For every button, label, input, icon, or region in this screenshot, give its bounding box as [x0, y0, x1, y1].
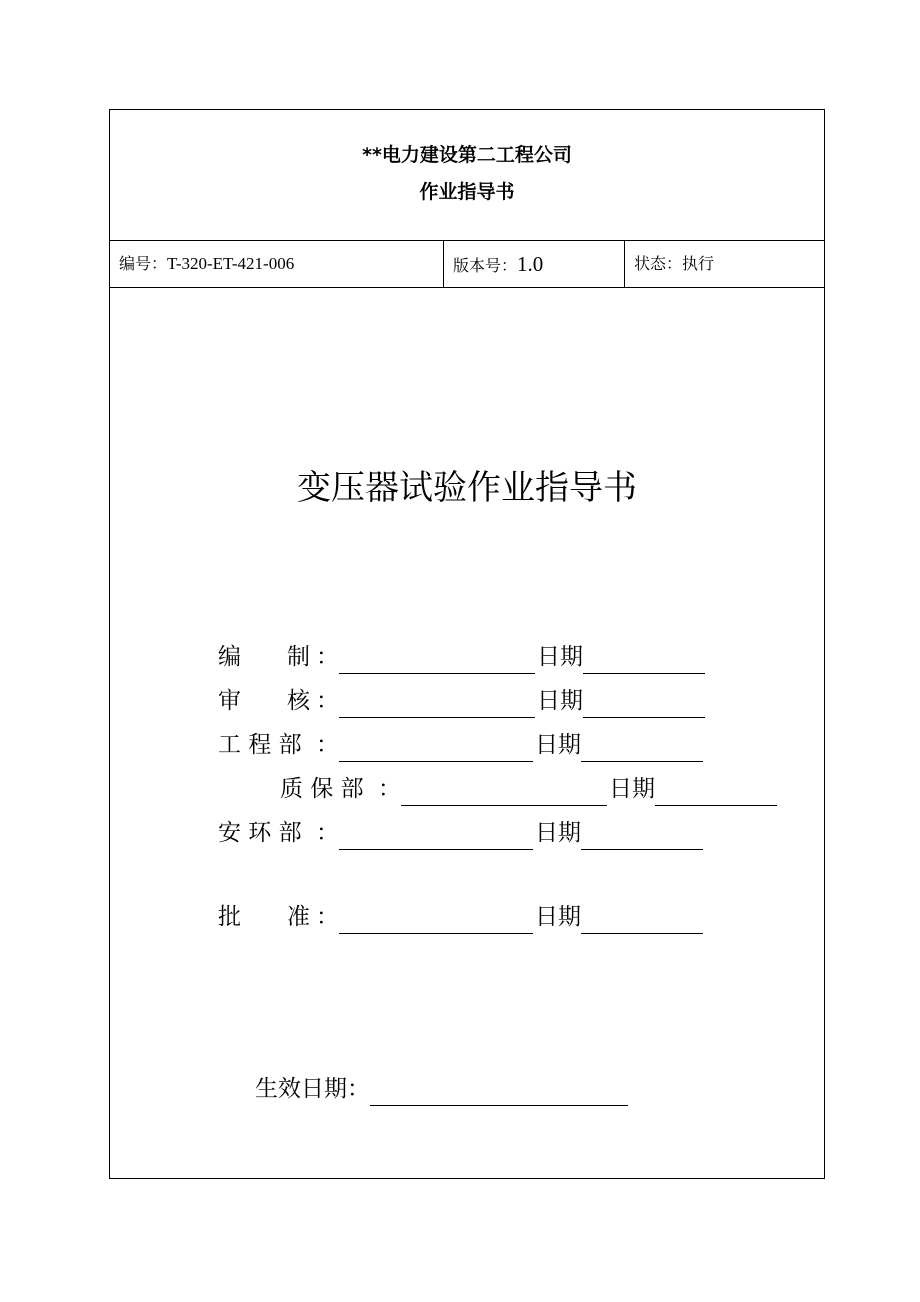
- status-label: 状态：: [634, 254, 683, 273]
- signature-colon: ：: [378, 776, 401, 802]
- date-line: [581, 907, 703, 934]
- signature-role: 工 程 部: [218, 732, 302, 758]
- date-label: 日期: [537, 644, 583, 670]
- signature-row-compile: [218, 640, 705, 674]
- signature-role: 编 制: [218, 644, 310, 670]
- signature-role: 审 核: [218, 688, 310, 714]
- date-line: [583, 691, 705, 718]
- number-label: 编号：: [119, 254, 168, 273]
- effective-date-line: [370, 1079, 628, 1106]
- signature-row-approve: [218, 900, 703, 934]
- date-label: 日期: [535, 904, 581, 930]
- signature-colon: ：: [316, 820, 339, 846]
- version-label: 版本号：: [453, 256, 518, 275]
- date-label: 日期: [535, 732, 581, 758]
- document-type: 作业指导书: [419, 181, 515, 203]
- number-cell: [110, 241, 444, 287]
- signature-line: [401, 779, 607, 806]
- header-cell: [110, 110, 824, 241]
- signature-row-engineering: [218, 728, 703, 762]
- signature-role: 质 保 部: [280, 776, 364, 802]
- signature-line: [339, 823, 533, 850]
- signature-line: [339, 647, 535, 674]
- signature-row-review: [218, 684, 705, 718]
- date-line: [583, 647, 705, 674]
- signature-colon: ：: [316, 688, 339, 714]
- date-label: 日期: [535, 820, 581, 846]
- status-cell: [625, 241, 824, 287]
- status-value: 执行: [682, 254, 715, 273]
- signature-line: [339, 691, 535, 718]
- signature-colon: ：: [316, 644, 339, 670]
- signature-role: 批 准: [218, 904, 310, 930]
- signature-line: [339, 735, 533, 762]
- effective-date-label: 生效日期：: [255, 1076, 370, 1102]
- date-label: 日期: [537, 688, 583, 714]
- effective-date-row: [255, 1072, 628, 1106]
- signature-colon: ：: [316, 904, 339, 930]
- signature-row-safety: [218, 816, 703, 850]
- meta-row: [110, 241, 824, 288]
- date-line: [655, 779, 777, 806]
- version-cell: [444, 241, 625, 287]
- version-value: 1.0: [517, 252, 544, 276]
- signature-row-quality: [280, 772, 777, 806]
- document-frame: [109, 109, 825, 1179]
- date-line: [581, 735, 703, 762]
- signature-colon: ：: [316, 732, 339, 758]
- company-name: **电力建设第二工程公司: [362, 144, 572, 166]
- signature-role: 安 环 部: [218, 820, 302, 846]
- page-title: 变压器试验作业指导书: [297, 468, 637, 508]
- number-value: T-320-ET-421-006: [167, 254, 295, 273]
- date-line: [581, 823, 703, 850]
- signature-line: [339, 907, 533, 934]
- date-label: 日期: [609, 776, 655, 802]
